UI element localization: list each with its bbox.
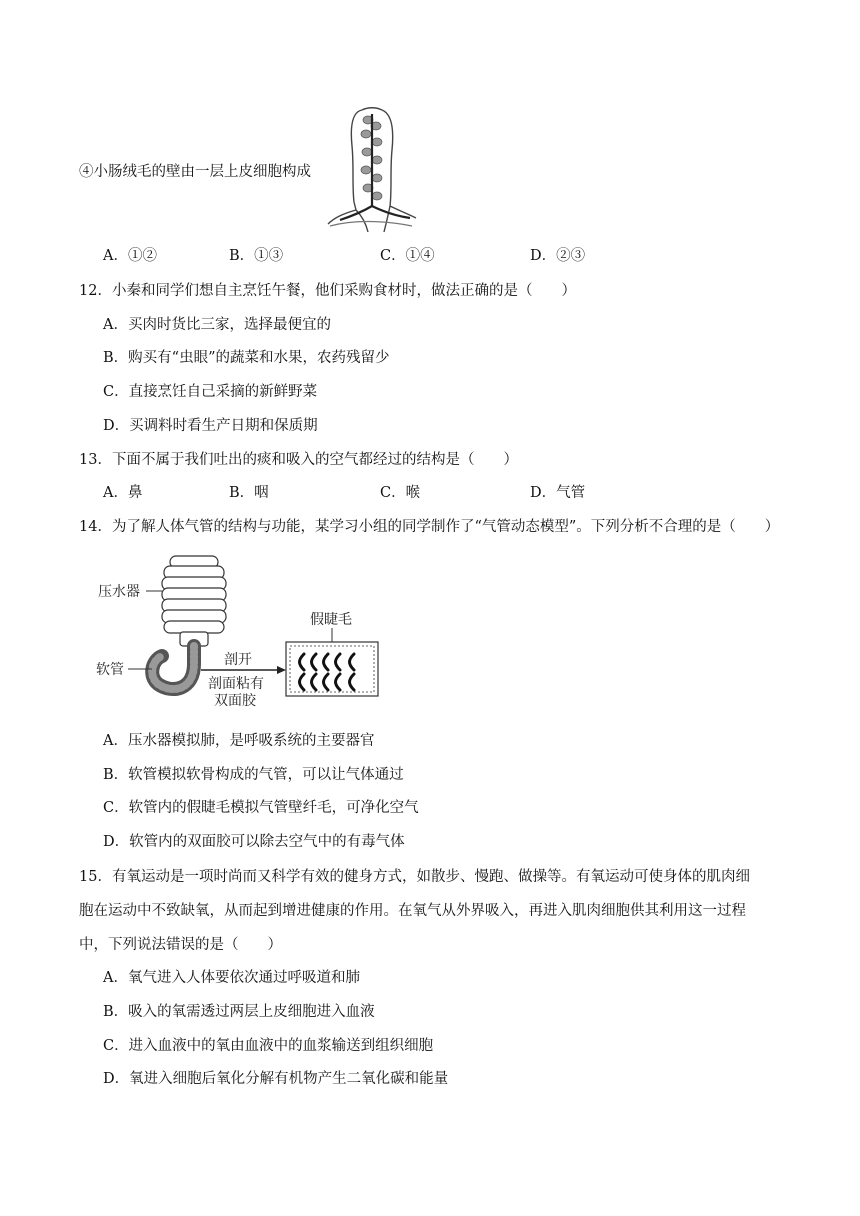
option-text: 买调料时看生产日期和保质期 (129, 418, 318, 434)
q13-option-c[interactable] (380, 483, 420, 503)
q15-stem-line-1: 15．有氧运动是一项时尚而又科学有效的健身方式，如散步、慢跑、做操等。有氧运动可使身体的肌肉细 (79, 869, 750, 885)
option-text: 软管内的假睫毛模拟气管壁纤毛，可净化空气 (128, 800, 419, 816)
option-text: 软管模拟软骨构成的气管，可以让气体通过 (128, 767, 404, 783)
option-text: 软管内的双面胶可以除去空气中的有毒气体 (129, 834, 405, 850)
q15-option-b[interactable] (103, 1002, 375, 1022)
option-letter: C． (103, 800, 129, 816)
option-text: 喉 (405, 485, 421, 501)
q13-option-a[interactable] (103, 483, 142, 503)
q15-option-d[interactable] (103, 1069, 448, 1089)
option-letter: A． (103, 733, 128, 749)
option-letter: B． (229, 485, 255, 501)
label-lashes: 假睫毛 (310, 612, 352, 628)
label-tube: 软管 (96, 662, 124, 678)
option-text: 气管 (556, 485, 586, 501)
option-letter: B． (103, 767, 129, 783)
q15-stem-line-2: 胞在运动中不致缺氧，从而起到增进健康的作用。在氧气从外界吸入，再进入肌肉细胞供其利用这一过程 (79, 903, 746, 919)
q14-stem: 14．为了解人体气管的结构与功能，某学习小组的同学制作了“气管动态模型”。下列分析不合理的是（ ） (79, 519, 780, 535)
q12-option-c[interactable] (103, 382, 317, 402)
q11-option-d[interactable] (530, 246, 585, 266)
q15-option-a[interactable] (103, 968, 360, 988)
label-glue-2: 双面胶 (214, 693, 256, 709)
q14-option-a[interactable] (103, 731, 374, 751)
intestinal-villus-image (322, 106, 420, 236)
label-glue-1: 剖面粘有 (208, 676, 264, 692)
option-letter: A． (103, 970, 128, 986)
option-letter: B． (229, 248, 255, 264)
q13-option-b[interactable] (229, 483, 269, 503)
q14-option-b[interactable] (103, 765, 404, 785)
q12-stem: 12．小秦和同学们想自主烹饪午餐，他们采购食材时，做法正确的是（ ） (79, 283, 576, 299)
option-letter: C． (380, 248, 406, 264)
option-text: 吸入的氧需透过两层上皮细胞进入血液 (128, 1004, 375, 1020)
option-text: 鼻 (127, 485, 143, 501)
option-letter: D． (103, 834, 130, 850)
option-letter: A． (103, 317, 128, 333)
option-letter: C． (103, 384, 129, 400)
label-cut: 剖开 (224, 652, 252, 668)
option-text: ①④ (405, 248, 435, 264)
q11-option-b[interactable] (229, 246, 283, 266)
trachea-model-diagram (96, 552, 396, 712)
q14-option-d[interactable] (103, 832, 405, 852)
q15-stem-line-3: 中，下列说法错误的是（ ） (79, 937, 282, 953)
option-text: ①② (127, 248, 157, 264)
q12-option-d[interactable] (103, 416, 318, 436)
q11-option-c[interactable] (380, 246, 435, 266)
q14-option-c[interactable] (103, 798, 419, 818)
q13-option-d[interactable] (530, 483, 585, 503)
q12-option-a[interactable] (103, 315, 331, 335)
option-text: ②③ (556, 248, 586, 264)
option-text: 买肉时货比三家，选择最便宜的 (127, 317, 331, 333)
option-letter: A． (103, 485, 128, 501)
label-pump: 压水器 (98, 584, 140, 600)
option-text: 氧进入细胞后氧化分解有机物产生二氧化碳和能量 (129, 1071, 449, 1087)
option-text: ①③ (254, 248, 284, 264)
option-text: 压水器模拟肺，是呼吸系统的主要器官 (127, 733, 375, 749)
option-text: 进入血液中的氧由血液中的血浆输送到组织细胞 (128, 1038, 434, 1054)
pump-icon (162, 556, 226, 646)
q13-stem: 13．下面不属于我们吐出的痰和吸入的空气都经过的结构是（ ） (79, 452, 518, 468)
option-letter: C． (103, 1038, 129, 1054)
q11-statement-4: ④小肠绒毛的壁由一层上皮细胞构成 (79, 164, 311, 180)
option-letter: B． (103, 1004, 129, 1020)
option-letter: D． (103, 418, 130, 434)
option-text: 直接烹饪自己采摘的新鲜野菜 (128, 384, 318, 400)
option-letter: C． (380, 485, 406, 501)
q12-option-b[interactable] (103, 348, 389, 368)
option-text: 购买有“虫眼”的蔬菜和水果，农药残留少 (128, 350, 390, 366)
option-letter: D． (103, 1071, 130, 1087)
q11-option-a[interactable] (103, 246, 157, 266)
option-text: 氧气进入人体要依次通过呼吸道和肺 (127, 970, 360, 986)
option-letter: B． (103, 350, 129, 366)
option-text: 咽 (254, 485, 269, 501)
option-letter: D． (530, 248, 557, 264)
option-letter: A． (103, 248, 128, 264)
option-letter: D． (530, 485, 557, 501)
q15-option-c[interactable] (103, 1036, 433, 1056)
